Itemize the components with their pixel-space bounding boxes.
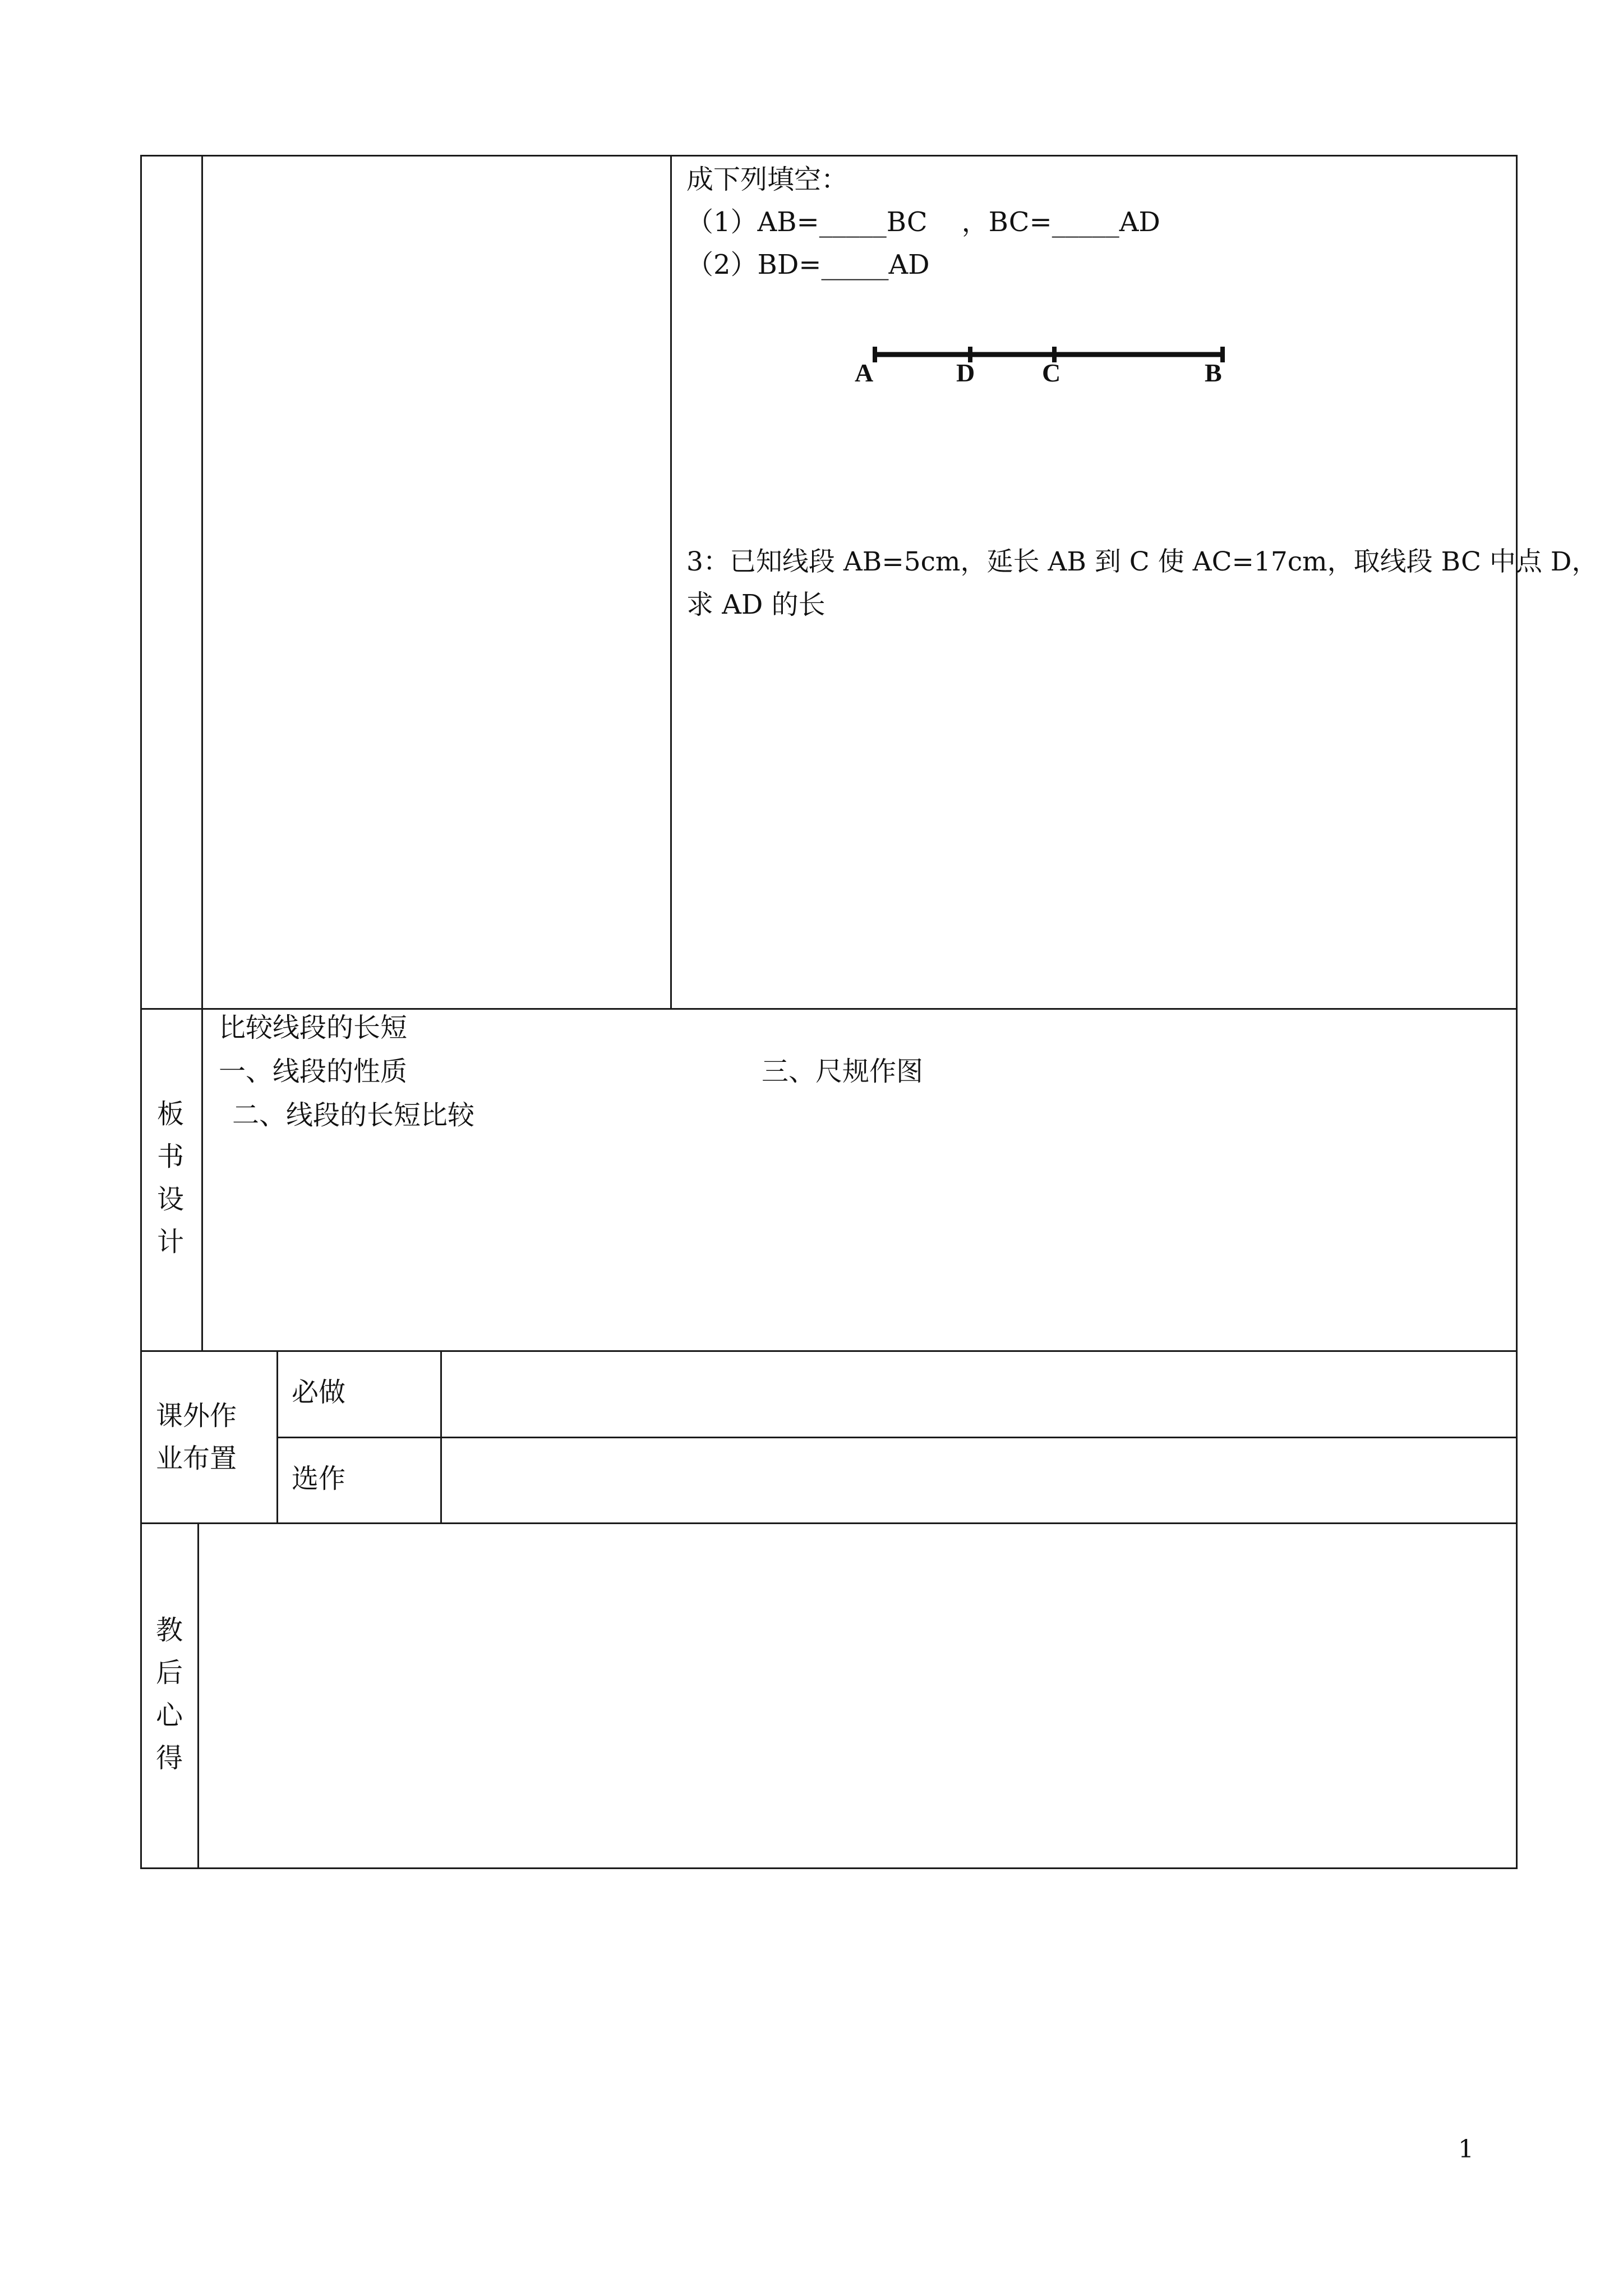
homework-label-divider <box>276 1350 278 1524</box>
board-label-char-4: 计 <box>156 1226 184 1258</box>
table-top-border <box>140 155 1518 157</box>
board-label-char-2: 书 <box>156 1141 184 1172</box>
point-label-d: D <box>956 358 975 387</box>
board-item-2: 二、线段的长短比较 <box>232 1099 475 1131</box>
row-divider-board <box>140 1350 1518 1352</box>
exercise-blank-1: （1）AB=_____BC ，BC=_____AD <box>686 206 1160 238</box>
row-divider-homework <box>140 1522 1518 1524</box>
board-item-3: 三、尺规作图 <box>762 1056 924 1087</box>
label-column-divider-upper <box>201 155 203 1352</box>
point-label-c: C <box>1042 358 1061 387</box>
content-column-divider <box>670 155 672 1010</box>
reflection-label-char-4: 得 <box>155 1742 183 1774</box>
point-label-a: A <box>855 358 874 387</box>
homework-subject-divider <box>440 1350 442 1524</box>
board-label-char-1: 板 <box>156 1098 184 1130</box>
reflection-label-char-1: 教 <box>155 1614 183 1646</box>
problem-3-line-2: 求 AD 的长 <box>686 589 826 620</box>
page-number: 1 <box>1458 2135 1474 2164</box>
table-bottom-border <box>140 1867 1518 1869</box>
problem-3-line-1: 3：已知线段 AB=5cm，延长 AB 到 C 使 AC=17cm，取线段 BC 中点 D， <box>686 546 1598 577</box>
optional-label: 选作 <box>292 1463 346 1494</box>
row-divider-top <box>140 1008 1518 1010</box>
point-label-b: B <box>1205 358 1222 387</box>
exercise-instruction: 成下列填空： <box>686 164 849 195</box>
reflection-label-char-2: 后 <box>155 1657 183 1688</box>
board-label-char-3: 设 <box>156 1184 184 1215</box>
exercise-blank-2: （2）BD=_____AD <box>686 249 930 280</box>
required-label: 必做 <box>292 1377 346 1408</box>
homework-label-line-1: 课外作 <box>156 1400 237 1432</box>
board-title: 比较线段的长短 <box>219 1012 408 1043</box>
table-right-border <box>1516 155 1518 1869</box>
board-item-1: 一、线段的性质 <box>219 1056 408 1087</box>
reflection-label-char-3: 心 <box>155 1700 183 1731</box>
row-divider-homework-inner <box>276 1437 1518 1438</box>
homework-label-line-2: 业布置 <box>156 1443 237 1474</box>
table-left-border <box>140 155 142 1869</box>
label-column-divider-lower <box>197 1522 199 1869</box>
